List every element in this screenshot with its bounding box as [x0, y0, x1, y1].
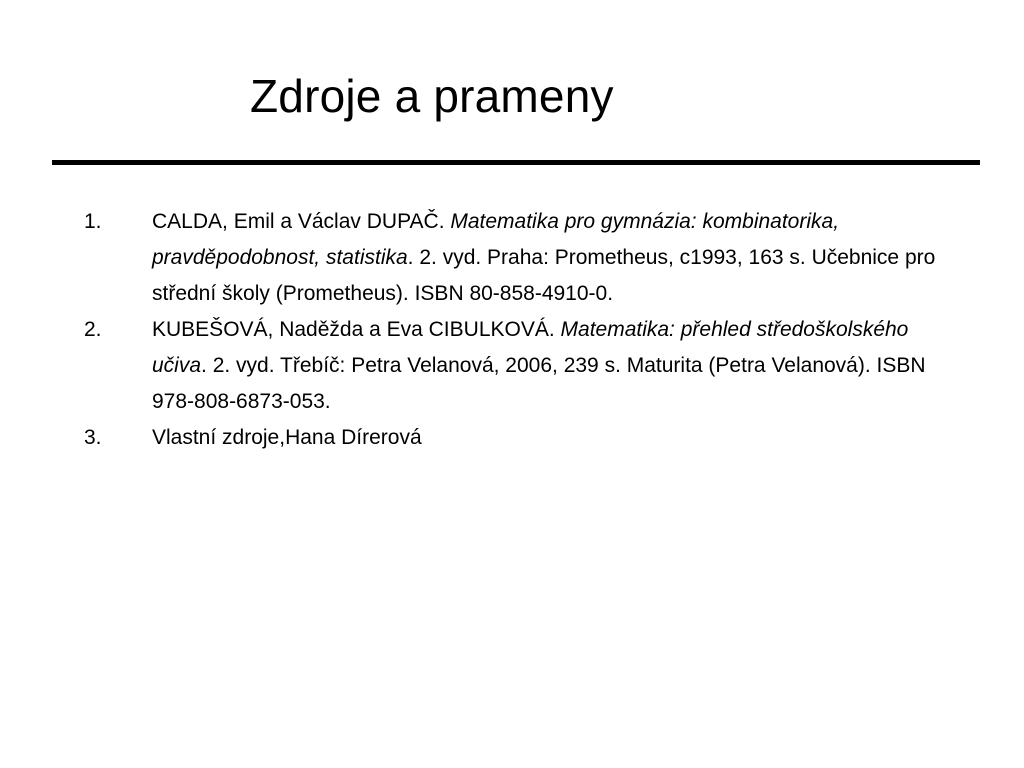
reference-authors: Vlastní zdroje,Hana Dírerová [152, 426, 422, 449]
reference-text [152, 420, 964, 456]
reference-item [84, 204, 964, 312]
reference-authors: CALDA, Emil a Václav DUPAČ. [152, 210, 451, 233]
title-divider [52, 160, 980, 165]
reference-number: 1. [84, 210, 102, 233]
slide-title: Zdroje a prameny [250, 70, 614, 122]
reference-number: 2. [84, 318, 102, 341]
reference-authors: KUBEŠOVÁ, Naděžda a Eva CIBULKOVÁ. [152, 318, 561, 341]
reference-title: Matematika: přehled středoškolského učiva [152, 318, 909, 377]
reference-text [152, 204, 964, 312]
reference-list [84, 204, 964, 456]
reference-title: Matematika pro gymnázia: kombinatorika, pravděpodobnost, statistika [152, 210, 840, 269]
reference-number: 3. [84, 426, 102, 449]
reference-details: . 2. vyd. Praha: Prometheus, c1993, 163 s. Učebnice pro střední školy (Prometheus). ISBN 80-858-4910-0. [152, 246, 936, 305]
reference-details: . 2. vyd. Třebíč: Petra Velanová, 2006, 239 s. Maturita (Petra Velanová). ISBN 978-808-6873-053. [152, 354, 926, 413]
reference-item [84, 420, 964, 456]
reference-item [84, 312, 964, 420]
reference-text [152, 312, 964, 420]
